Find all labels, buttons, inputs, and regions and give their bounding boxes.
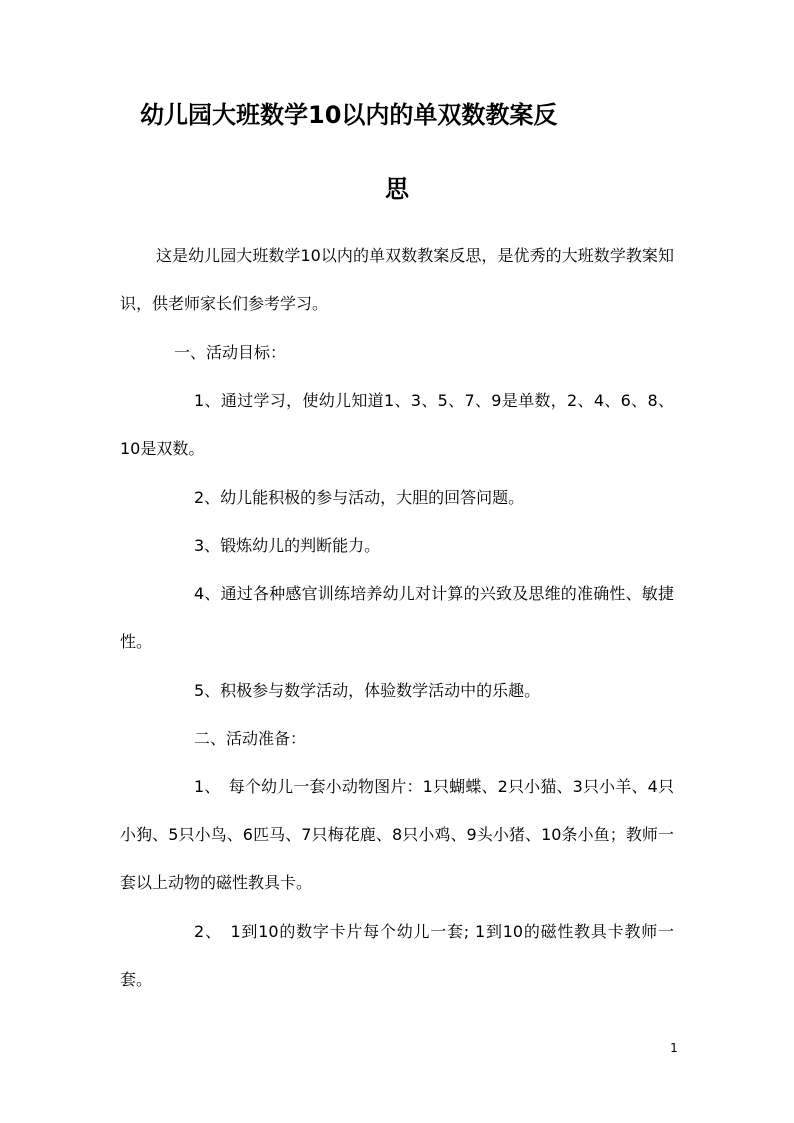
goal-item-1: 1、通过学习，使幼儿知道1、3、5、7、9是单数，2、4、6、8、10是双数。 xyxy=(120,391,674,458)
page-number: 1 xyxy=(670,1041,678,1055)
preparation-item-1: 1、 每个幼儿一套小动物图片：1只蝴蝶、2只小猫、3只小羊、4只小狗、5只小鸟、6匹马、7只梅花鹿、8只小鸡、9头小猪、10条小鱼；教师一套以上动物的磁性教具卡。 xyxy=(120,777,674,892)
goal-item-4: 4、通过各种感官训练培养幼儿对计算的兴致及思维的准确性、敏捷性。 xyxy=(120,584,674,651)
document-title-line-2: 思 xyxy=(385,175,409,203)
intro-paragraph: 这是幼儿园大班数学10以内的单双数教案反思，是优秀的大班数学教案知识，供老师家长们参考学习。 xyxy=(120,246,674,313)
preparation-item-2: 2、 1到10的数字卡片每个幼儿一套; 1到10的磁性教具卡教师一套。 xyxy=(120,922,674,989)
section-heading-preparation: 二、活动准备： xyxy=(194,729,307,748)
goal-item-3: 3、锻炼幼儿的判断能力。 xyxy=(194,536,381,555)
goal-item-5: 5、积极参与数学活动，体验数学活动中的乐趣。 xyxy=(194,681,541,700)
document-title-line-1: 幼儿园大班数学10以内的单双数教案反 xyxy=(140,101,558,129)
section-heading-goals: 一、活动目标： xyxy=(174,343,287,362)
goal-item-2: 2、幼儿能积极的参与活动，大胆的回答问题。 xyxy=(194,488,525,507)
